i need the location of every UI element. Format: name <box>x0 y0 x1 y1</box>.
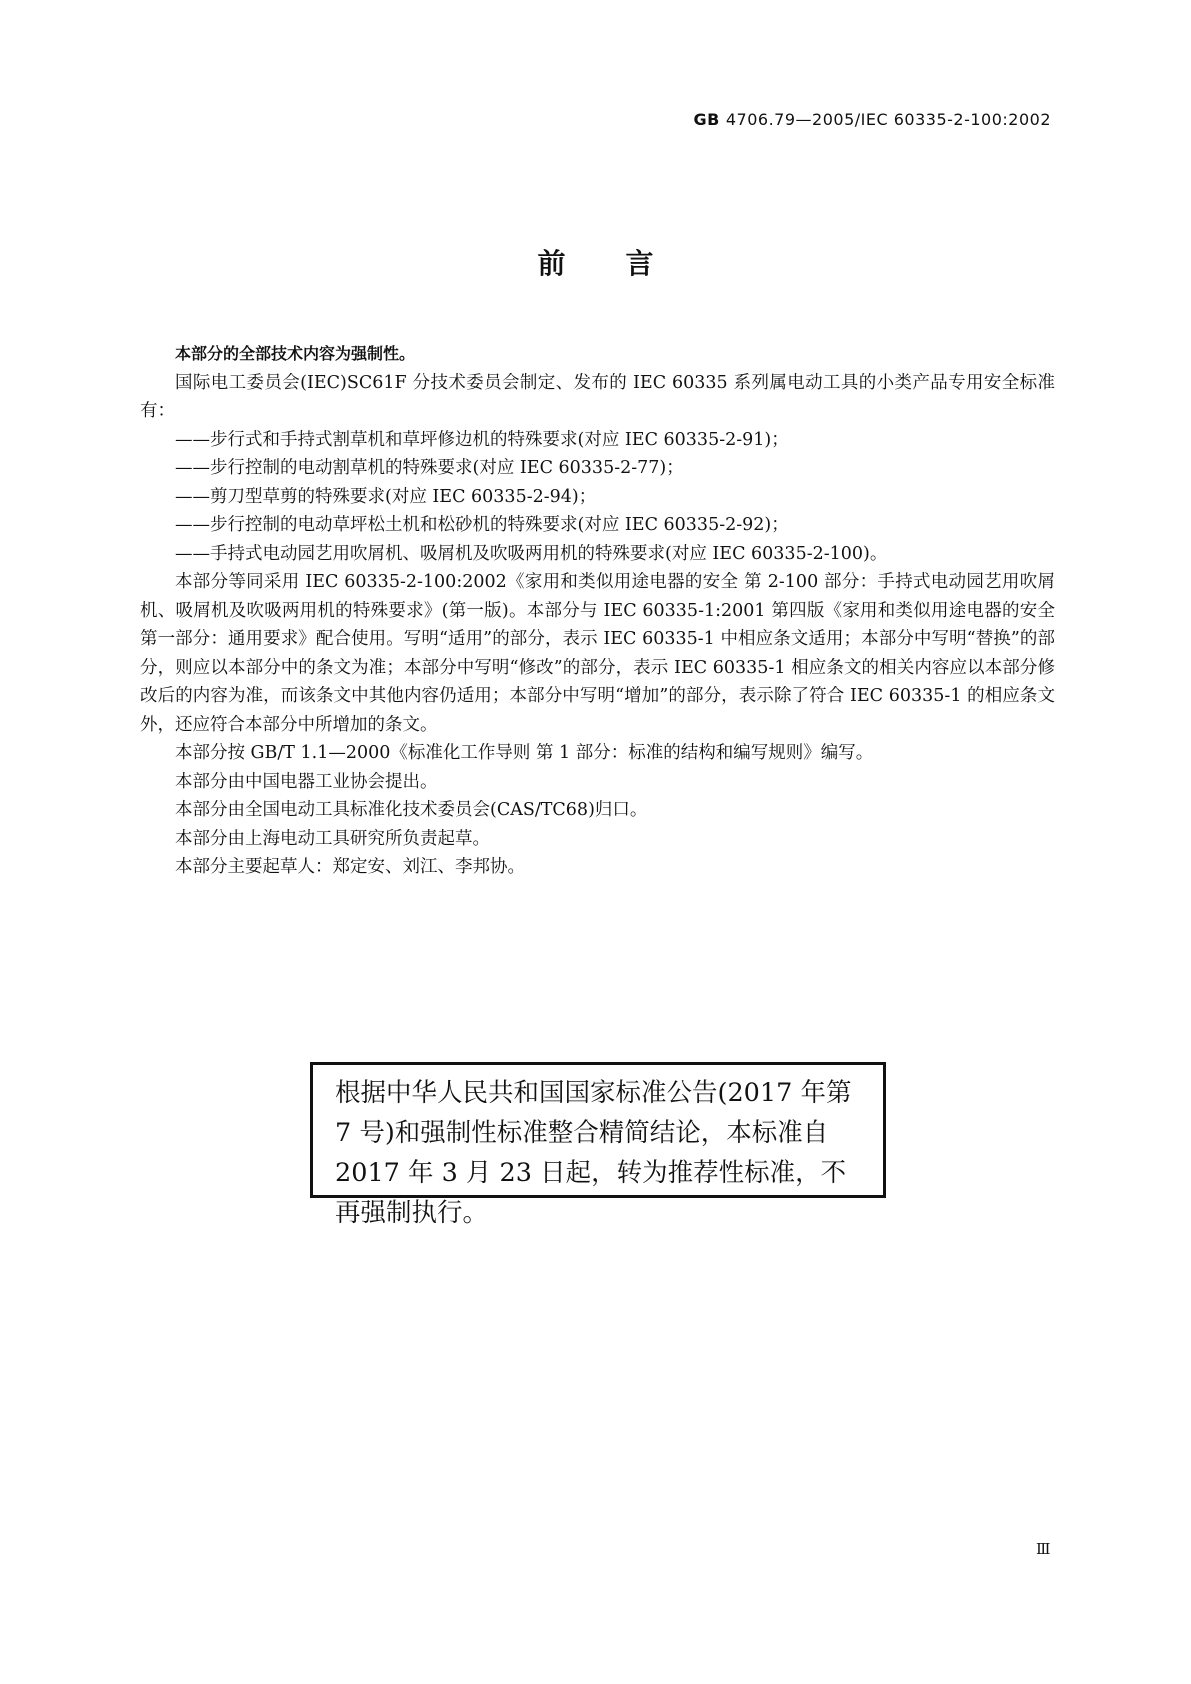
foreword-body <box>140 340 1055 882</box>
page-number: Ⅲ <box>1036 1540 1051 1558</box>
list-item: ——步行式和手持式割草机和草坪修边机的特殊要求(对应 IEC 60335-2-91)； <box>175 429 789 450</box>
paragraph-responsible-committee: 本部分由全国电动工具标准化技术委员会(CAS/TC68)归口。 <box>175 800 648 820</box>
paragraph-drafting-unit: 本部分由上海电动工具研究所负责起草。 <box>175 828 490 849</box>
list-item: ——剪刀型草剪的特殊要求(对应 IEC 60335-2-94)； <box>175 486 597 507</box>
list-item: ——步行控制的电动草坪松土机和松砂机的特殊要求(对应 IEC 60335-2-92)； <box>175 515 789 535</box>
list-item: ——手持式电动园艺用吹屑机、吸屑机及吹吸两用机的特殊要求(对应 IEC 60335-2-100)。 <box>175 543 888 564</box>
page-title: 前言 <box>537 247 714 280</box>
paragraph-proposer: 本部分由中国电器工业协会提出。 <box>175 771 438 792</box>
standard-code: 4706.79—2005/IEC 60335-2-100:2002 <box>725 110 1051 129</box>
paragraph-adoption: 本部分等同采用 IEC 60335-2-100:2002《家用和类似用途电器的安全 第 2-100 部分：手持式电动园艺用吹屑机、吸屑机及吹吸两用机的特殊要求》(第一版)。本部分与 IEC 60335-1:2001 第四版《家用和类似用途电器的安全 第一部分：通用要求》配合使用。写明“适用”的部分，表示 IEC 60335-1 中相应条文适用；本部分中写明“替换”的部分，则应以本部分中的条文为准；本部分中写明“修改”的部分，表示 IEC 60335-1 相应条文的相关内容应以本部分修改后的内容为准，而该条文中其他内容仍适用；本部分中写明“增加”的部分，表示除了符合 IEC 60335-1 的相应条文外，还应符合本部分中所增加的条文。 <box>140 572 1055 735</box>
paragraph-iec-series: 国际电工委员会(IEC)SC61F 分技术委员会制定、发布的 IEC 60335 系列属电动工具的小类产品专用安全标准有： <box>140 372 1055 421</box>
standard-prefix: GB <box>693 110 720 129</box>
notice-box: 根据中华人民共和国国家标准公告(2017 年第 7 号)和强制性标准整合精简结论，本标准自 2017 年 3 月 23 日起，转为推荐性标准，不再强制执行。 <box>310 1062 886 1198</box>
list-item: ——步行控制的电动割草机的特殊要求(对应 IEC 60335-2-77)； <box>175 458 684 478</box>
paragraph-drafters: 本部分主要起草人：郑定安、刘江、李邦协。 <box>175 857 525 877</box>
paragraph-drafting-rules: 本部分按 GB/T 1.1—2000《标准化工作导则 第 1 部分：标准的结构和编写规则》编写。 <box>175 743 874 763</box>
mandatory-statement: 本部分的全部技术内容为强制性。 <box>175 344 416 363</box>
standard-number <box>694 110 1051 129</box>
